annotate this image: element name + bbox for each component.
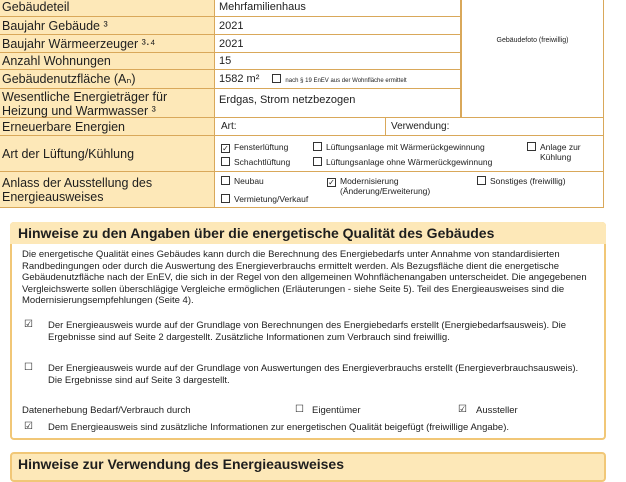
vent-no-recovery[interactable]: Lüftungsanlage ohne Wärmerückgewinnung (313, 157, 492, 167)
option-demand-based: Der Energieausweis wurde auf der Grundlage von Berechnungen des Energiebedarfs erstellt (Energiebedarfsausweis). Die Ergebnisse sind auf Seite 2 dargestellt. Zusätzliche Informationen zum Verbrauch sind freiwillig. (48, 320, 567, 343)
enev-note: nach § 19 EnEV aus der Wohnfläche ermittelt (285, 78, 407, 84)
renewable-fields (214, 118, 604, 136)
vent-heat-recovery[interactable]: Lüftungsanlage mit Wärmerückgewinnung (313, 142, 485, 152)
label-year-building: Baujahr Gebäude ³ (0, 17, 214, 35)
data-collection-label: Datenerhebung Bedarf/Verbrauch durch (22, 405, 191, 416)
usage-notes-title: Hinweise zur Verwendung des Energieausweises (18, 456, 345, 472)
occasion-options (214, 172, 604, 208)
label-energy-carrier: Wesentliche Energieträger für Heizung und Warmwasser ³ (0, 89, 214, 118)
label-year-heater: Baujahr Wärmeerzeuger ³·⁴ (0, 35, 214, 53)
issuer-label: Aussteller (476, 405, 518, 416)
quality-notes-intro: Die energetische Qualität eines Gebäudes kann durch die Berechnung des Energiebedarfs unter Annahme von standardisierten Randbedingungen oder durch die Auswertung des Energieverbrauchs ermittelt werden. Als Bezugsfläche dient die energetische Gebäudenutzfläche nach der EnEV, die sich in der Regel von den allgemeinen Wohnflächenangaben unterscheidet. Die angegebenen Vergleichswerte sollen überschlägige Vergleiche ermöglichen (Erläuterungen - siehe Seite 5). Teil des Energieausweises sind die Modernisierungsempfehlungen (Seite 4). (22, 249, 587, 306)
vent-cooling[interactable]: Anlage zur Kühlung (527, 142, 598, 162)
checkbox-issuer[interactable]: ☑ (458, 404, 467, 415)
checkbox-additional-info[interactable]: ☑ (24, 421, 33, 432)
label-building-part: Gebäudeteil (0, 0, 214, 17)
usable-area-number: 1582 m² (219, 73, 260, 85)
photo-label: Gebäudefoto (freiwillig) (496, 37, 569, 44)
owner-label: Eigentümer (312, 405, 361, 416)
label-occasion: Anlass der Ausstellung des Energieausweises (0, 172, 214, 208)
label-ventilation: Art der Lüftung/Kühlung (0, 136, 214, 172)
label-units: Anzahl Wohnungen (0, 53, 214, 70)
renewable-art: Art: (221, 121, 237, 132)
quality-notes-title: Hinweise zu den Angaben über die energetische Qualität des Gebäudes (18, 225, 495, 241)
vent-window[interactable]: ✓ Fensterlüftung (222, 142, 289, 153)
value-units: 15 (214, 53, 461, 70)
value-usable-area (214, 70, 461, 89)
label-renewable: Erneuerbare Energien (0, 118, 214, 136)
renewable-usage: Verwendung: (391, 121, 450, 132)
vent-shaft[interactable]: Schachtlüftung (221, 157, 290, 167)
checkbox-enev[interactable] (272, 74, 281, 83)
checkbox-consumption-based[interactable]: ☐ (24, 362, 33, 373)
value-energy-carrier: Erdgas, Strom netzbezogen (214, 89, 461, 118)
value-year-building: 2021 (214, 17, 461, 35)
building-photo-area (461, 0, 604, 118)
occ-modernization[interactable]: ✓ Modernisierung (Änderung/Erweiterung) (328, 176, 431, 196)
value-building-part: Mehrfamilienhaus (214, 0, 461, 17)
checkbox-demand-based[interactable]: ☑ (24, 319, 33, 330)
occ-new-build[interactable]: Neubau (221, 176, 264, 186)
occ-other[interactable]: Sonstiges (freiwillig) (477, 176, 566, 186)
label-usable-area: Gebäudenutzfläche (Aₙ) (0, 70, 214, 89)
additional-info-text: Dem Energieausweis sind zusätzliche Informationen zur energetischen Qualität beigefügt (freiwillige Angabe). (48, 422, 510, 433)
occ-rent-sale[interactable]: Vermietung/Verkauf (221, 194, 308, 204)
option-consumption-based: Der Energieausweis wurde auf der Grundlage von Auswertungen des Energieverbrauchs erstellt (Energieverbrauchsausweis). Die Ergebnisse sind auf Seite 3 dargestellt. (48, 363, 579, 386)
checkbox-owner[interactable]: ☐ (295, 404, 304, 415)
value-year-heater: 2021 (214, 35, 461, 53)
building-data-table (0, 0, 604, 212)
ventilation-options (214, 136, 604, 172)
